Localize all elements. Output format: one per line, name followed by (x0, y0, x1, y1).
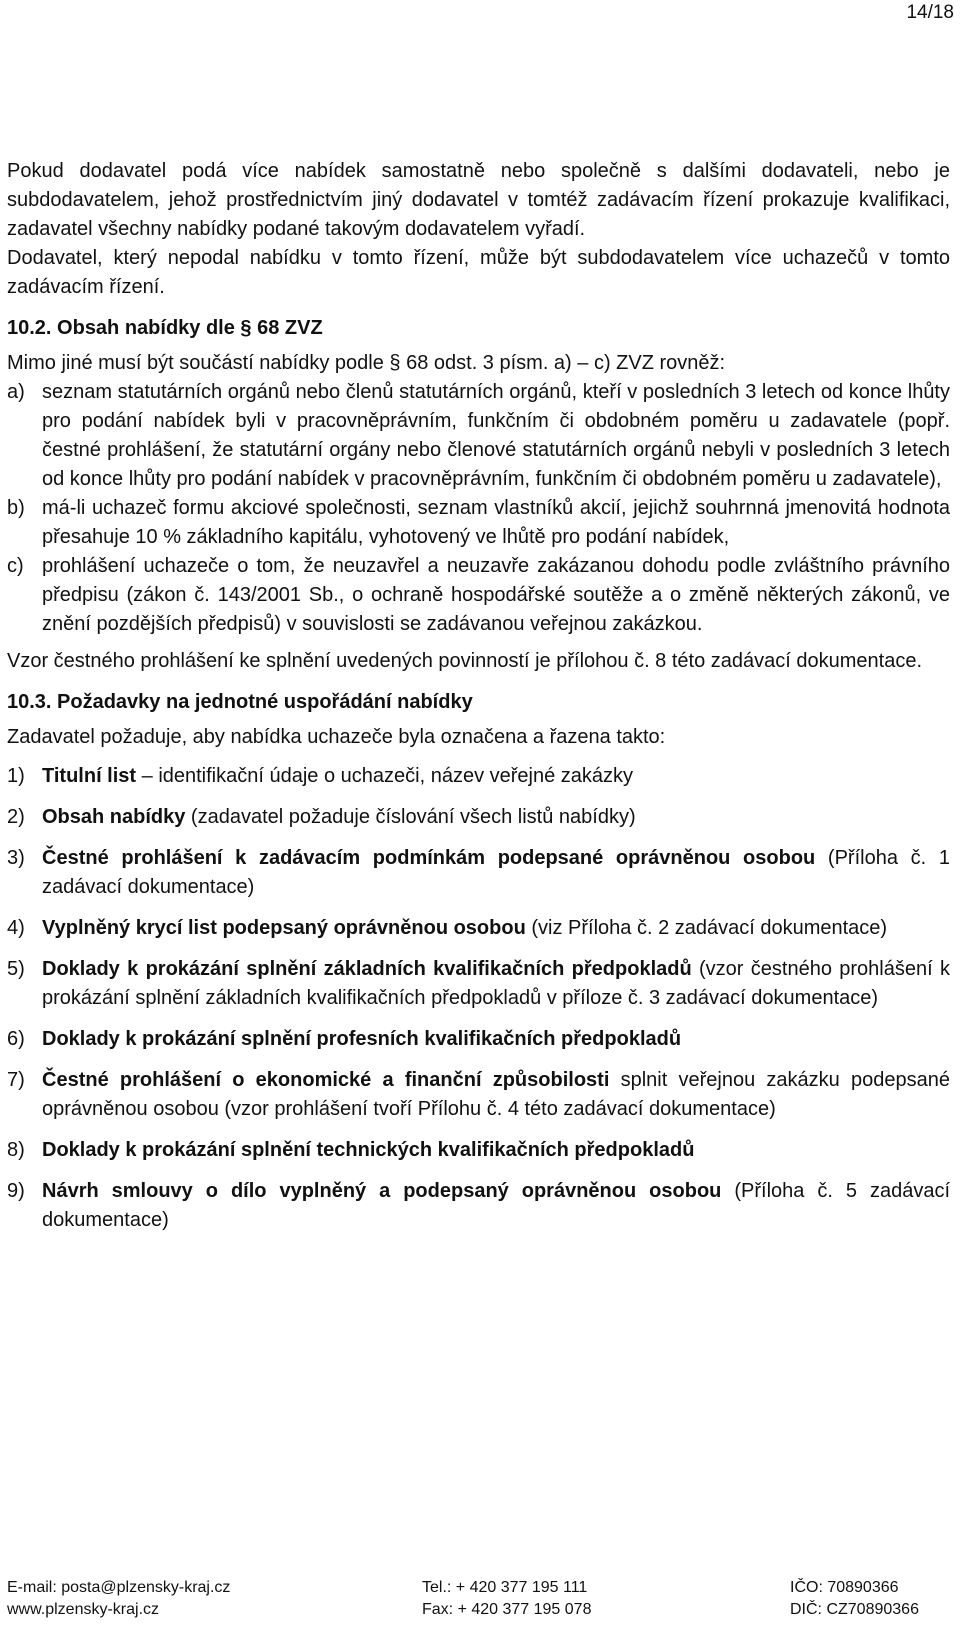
list-text-bold: Titulní list (42, 765, 137, 787)
section-10-2-note: Vzor čestného prohlášení ke splnění uvedených povinností je přílohou č. 8 této zadávací dokumentace. (7, 650, 923, 672)
list-label: 5) (7, 958, 25, 980)
section-heading-10-2: 10.2. Obsah nabídky dle § 68 ZVZ (7, 317, 323, 339)
list-text-bold: Vyplněný krycí list podepsaný oprávněnou osobou (42, 917, 526, 939)
list-text-rest: (Příloha č. 5 zadávací dokumentace) (42, 1180, 951, 1231)
list-label: b) (7, 497, 25, 519)
list-item-a (7, 378, 950, 494)
list-label: a) (7, 381, 25, 403)
list-item-9 (7, 1177, 950, 1235)
list-item-7 (7, 1066, 950, 1124)
list-text-bold: Návrh smlouvy o dílo vyplněný a podepsaný oprávněnou osobou (42, 1180, 722, 1202)
list-item-2 (7, 803, 950, 832)
list-item-8 (7, 1136, 950, 1165)
list-label: 9) (7, 1180, 25, 1202)
footer-fax: Fax: + 420 377 195 078 (422, 1601, 592, 1618)
list-text-bold: Doklady k prokázání splnění profesních kvalifikačních předpokladů (42, 1028, 682, 1050)
list-text-rest: (Příloha č. 1 zadávací dokumentace) (42, 847, 950, 898)
list-text (42, 1066, 950, 1124)
list-text: seznam statutárních orgánů nebo členů statutárních orgánů, kteří v posledních 3 letech od konce lhůty pro podání nabídek byli v pracovněprávním, funkčním či obdobném poměru u zadavatele (popř. čestné prohlášení, že statutární orgány nebo členové statutárních orgánů nebyli v posledních 3 letech od konce lhůty pro podání nabídek v pracovněprávním, funkčním či obdobném poměru u zadavatele), (42, 381, 950, 490)
list-label: 6) (7, 1028, 25, 1050)
list-label: 1) (7, 765, 25, 787)
list-label: 8) (7, 1139, 25, 1161)
list-item-4 (7, 914, 950, 943)
list-item-5 (7, 955, 950, 1013)
list-text (42, 762, 950, 791)
list-text-bold: Obsah nabídky (42, 806, 186, 828)
list-label: 4) (7, 917, 25, 939)
list-text-rest: (viz Příloha č. 2 zadávací dokumentace) (525, 917, 888, 939)
list-text (42, 844, 950, 902)
list-label: 2) (7, 806, 25, 828)
list-text-rest: splnit veřejnou zakázku podepsané oprávněnou osobou (vzor prohlášení tvoří Přílohu č. 4 této zadávací dokumentace) (42, 1069, 950, 1120)
list-text (42, 914, 950, 943)
list-text-rest: (zadavatel požaduje číslování všech listů nabídky) (185, 806, 636, 828)
footer-id-column (790, 1577, 919, 1621)
list-text (42, 955, 950, 1013)
section-10-2-intro: Mimo jiné musí být součástí nabídky podle § 68 odst. 3 písm. a) – c) ZVZ rovněž: (7, 352, 726, 374)
list-item-b (7, 494, 950, 552)
footer-contact-column (7, 1577, 230, 1621)
list-text (42, 803, 950, 832)
footer-email: E-mail: posta@plzensky-kraj.cz (7, 1579, 231, 1596)
list-item-1 (7, 762, 950, 791)
footer-dic: DIČ: CZ70890366 (790, 1601, 919, 1618)
section-10-3-intro: Zadavatel požaduje, aby nabídka uchazeče byla označena a řazena takto: (7, 726, 666, 748)
list-text (42, 1025, 950, 1054)
intro-paragraph-2: Dodavatel, který nepodal nabídku v tomto řízení, může být subdodavatelem více uchazečů v tomto zadávacím řízení. (7, 247, 950, 298)
intro-paragraph-1: Pokud dodavatel podá více nabídek samostatně nebo společně s dalšími dodavateli, nebo je subdodavatelem, jehož prostřednictvím jiný dodavatel v tomtéž zadávacím řízení prokazuje kvalifikaci, zadavatel všechny nabídky podané takovým dodavatelem vyřadí. (7, 160, 950, 240)
list-text: prohlášení uchazeče o tom, že neuzavřel a neuzavře zakázanou dohodu podle zvláštního právního předpisu (zákon č. 143/2001 Sb., o ochraně hospodářské soutěže a o změně některých zákonů, ve znění pozdějších předpisů) v souvislosti se zadávanou veřejnou zakázkou. (42, 555, 950, 635)
footer-tel: Tel.: + 420 377 195 111 (422, 1579, 588, 1596)
list-item-6 (7, 1025, 950, 1054)
list-label: c) (7, 555, 24, 577)
footer-web: www.plzensky-kraj.cz (7, 1601, 160, 1618)
list-text-rest: – identifikační údaje o uchazeči, název veřejné zakázky (136, 765, 634, 787)
list-text-bold: Čestné prohlášení o ekonomické a finanční způsobilosti (42, 1069, 610, 1091)
footer-phone-column (422, 1577, 591, 1621)
page-number: 14/18 (906, 2, 954, 23)
list-text: má-li uchazeč formu akciové společnosti, seznam vlastníků akcií, jejichž souhrnná jmenovitá hodnota přesahuje 10 % základního kapitálu, vyhotovený ve lhůtě pro podání nabídek, (42, 497, 950, 548)
list-text-bold: Doklady k prokázání splnění technických kvalifikačních předpokladů (42, 1139, 695, 1161)
list-item-c (7, 552, 950, 639)
list-item-3 (7, 844, 950, 902)
list-text (42, 1177, 950, 1235)
list-text (42, 1136, 950, 1165)
list-text-bold: Čestné prohlášení k zadávacím podmínkám podepsané oprávněnou osobou (42, 847, 816, 869)
list-text-rest: (vzor čestného prohlášení k prokázání splnění základních kvalifikačních předpokladů v příloze č. 3 zadávací dokumentace) (42, 958, 950, 1009)
document-body (7, 157, 950, 1235)
list-label: 3) (7, 847, 25, 869)
list-label: 7) (7, 1069, 25, 1091)
footer-ico: IČO: 70890366 (790, 1579, 899, 1596)
section-heading-10-3: 10.3. Požadavky na jednotné uspořádání nabídky (7, 691, 473, 713)
list-text-bold: Doklady k prokázání splnění základních kvalifikačních předpokladů (42, 958, 692, 980)
